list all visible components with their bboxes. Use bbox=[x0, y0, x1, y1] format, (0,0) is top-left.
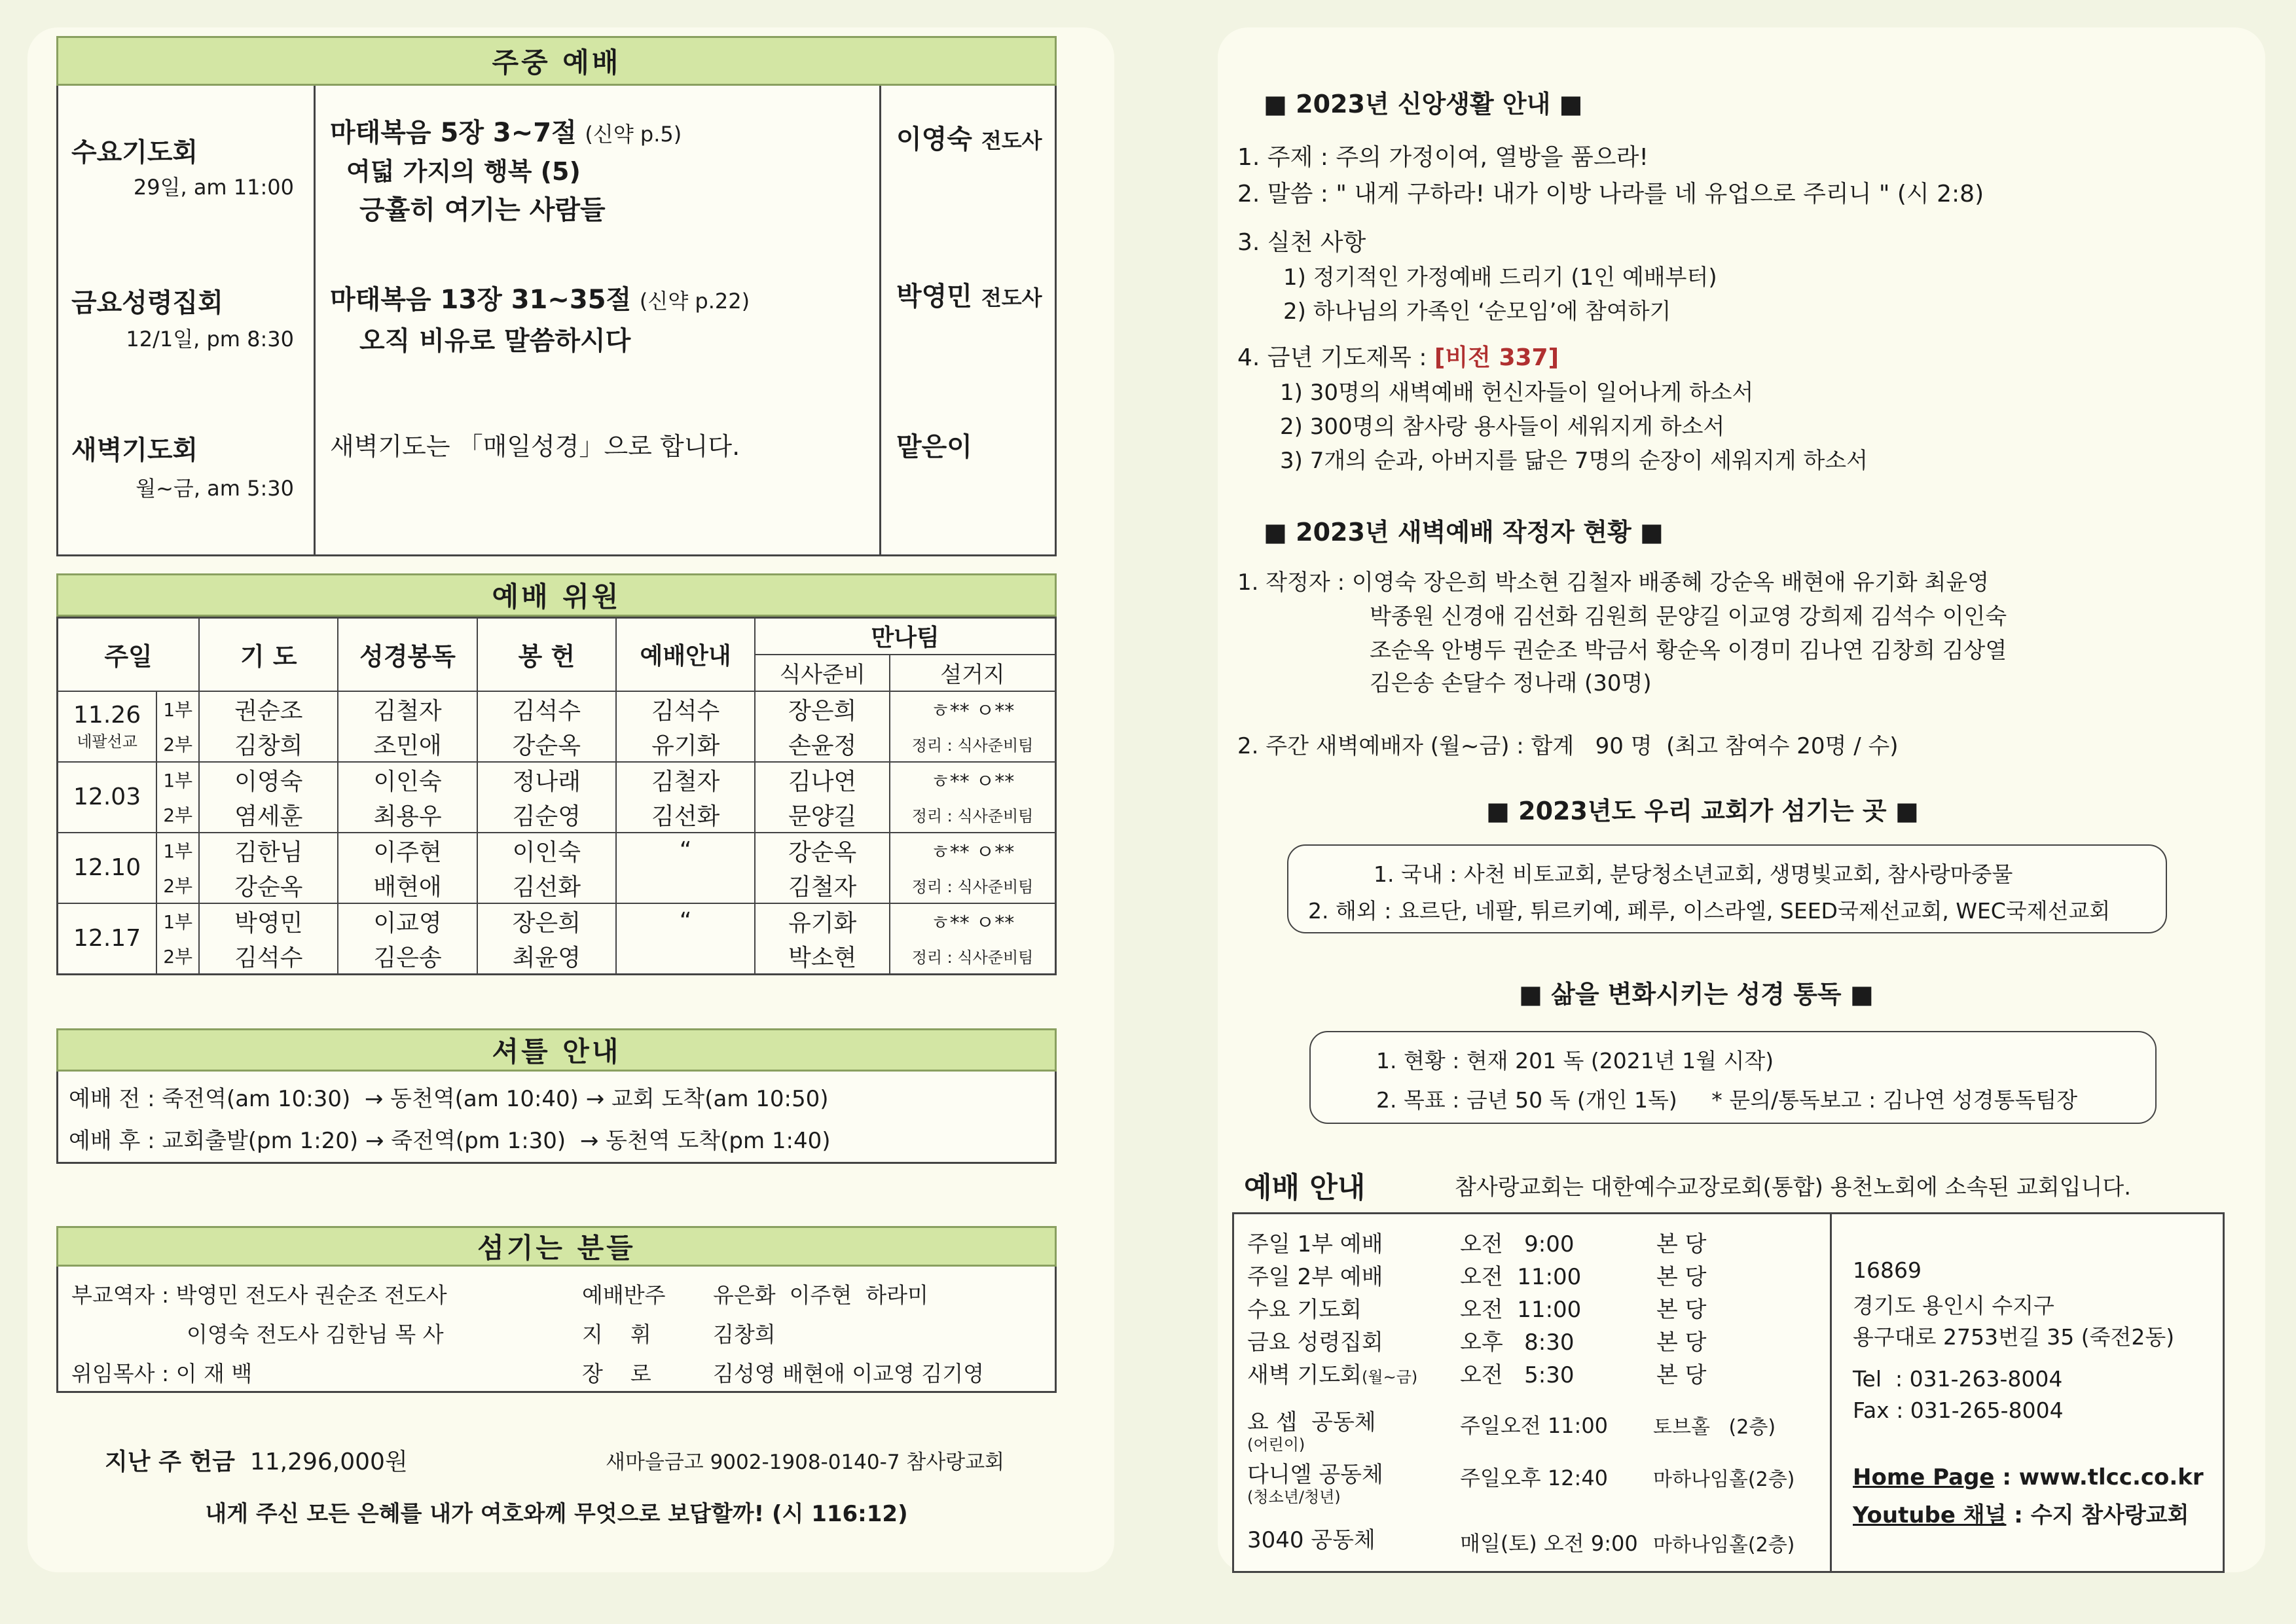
cell-dishes: ㅎ** ㅇ** bbox=[890, 691, 1055, 727]
faith-prayer-3: 3) 7개의 순과, 아버지를 닮은 7명의 순장이 세워지게 하소서 bbox=[1280, 448, 1868, 474]
committee-row-2 bbox=[58, 868, 1056, 903]
dawn-title: ■ 2023년 새벽예배 작정자 현황 ■ bbox=[1264, 518, 1664, 547]
faith-practice: 3. 실천 사항 bbox=[1237, 229, 1366, 256]
cell-reading: 배현애 bbox=[338, 868, 477, 903]
part-label: 1부 bbox=[156, 691, 199, 727]
worship-sermon-series: 여덟 가지의 행복 (5) bbox=[346, 157, 581, 186]
shuttle-after: 예배 후 : 교회출발(pm 1:20) → 죽전역(pm 1:30) → 동천역 도착(pm 1:40) bbox=[69, 1128, 831, 1154]
mission-overseas: 2. 해외 : 요르단, 네팔, 튀르키예, 페루, 이스라엘, SEED국제선교회, WEC국제선교회 bbox=[1308, 898, 2111, 924]
group-time: 주일오후 12:40 bbox=[1460, 1466, 1609, 1490]
committee-row-2 bbox=[58, 797, 1056, 833]
service-place: 본 당 bbox=[1656, 1297, 1707, 1323]
part-label: 1부 bbox=[156, 833, 199, 868]
service-time: 오전 11:00 bbox=[1460, 1297, 1582, 1323]
committee-row-2 bbox=[58, 939, 1056, 975]
group-sub: (청소년/청년) bbox=[1247, 1488, 1341, 1506]
bible-reading-box bbox=[1309, 1031, 2157, 1124]
servants-box bbox=[56, 1267, 1057, 1393]
service-time: 오전 5:30 bbox=[1460, 1362, 1575, 1388]
group-name: 다니엘 공동체 bbox=[1247, 1462, 1383, 1488]
faith-prayer: 4. 금년 기도제목 : [비전 337] bbox=[1237, 344, 1559, 371]
col-offering: 봉 헌 bbox=[477, 618, 616, 691]
cell-prep: 장은희 bbox=[755, 691, 890, 727]
date: 12.10 bbox=[73, 854, 141, 881]
part-label: 2부 bbox=[156, 868, 199, 903]
committee-row-2 bbox=[58, 727, 1056, 762]
cell-dishes: ㅎ** ㅇ** bbox=[890, 903, 1055, 939]
service-name-text: 수요 기도회 bbox=[1247, 1297, 1362, 1323]
date-note: 네팔선교 bbox=[77, 732, 137, 751]
address-1: 경기도 용인시 수지구 bbox=[1853, 1293, 2054, 1318]
col-prayer: 기 도 bbox=[199, 618, 338, 691]
col-meal-prep: 식사준비 bbox=[755, 655, 890, 691]
service-name-sub: (월~금) bbox=[1362, 1368, 1418, 1386]
service-name bbox=[1247, 1324, 1383, 1356]
col-sunday: 주일 bbox=[58, 618, 200, 691]
servants-senior-pastor: 위임목사 : 이 재 백 bbox=[71, 1361, 253, 1386]
group-place: 토브홀 (2층) bbox=[1653, 1416, 1776, 1439]
cell-dishes: ㅎ** ㅇ** bbox=[890, 762, 1055, 797]
faith-practice-1: 1) 정기적인 가정예배 드리기 (1인 예배부터) bbox=[1283, 264, 1717, 291]
group-name: 3040 공동체 bbox=[1247, 1527, 1376, 1553]
group-time: 매일(토) 오전 9:00 bbox=[1460, 1531, 1638, 1556]
dawn-list-3: 조순옥 안병두 권순조 박금서 황순옥 이경미 김나연 김창희 김상열 bbox=[1370, 638, 2007, 664]
cell-guide bbox=[616, 939, 755, 975]
worship-leader: 박영민 전도사 bbox=[896, 281, 1042, 312]
row-date bbox=[58, 691, 157, 762]
shuttle-box bbox=[56, 1072, 1057, 1164]
committee-row bbox=[58, 903, 1056, 939]
cell-prep: 유기화 bbox=[755, 903, 890, 939]
cell-dishes-note: 정리 : 식사준비팀 bbox=[890, 868, 1055, 903]
cell-dishes-note: 정리 : 식사준비팀 bbox=[890, 727, 1055, 762]
cell-prayer: 이영숙 bbox=[199, 762, 338, 797]
cell-offering: 김석수 bbox=[477, 691, 616, 727]
service-time: 오전 9:00 bbox=[1460, 1231, 1575, 1257]
service-place: 본 당 bbox=[1656, 1264, 1707, 1290]
faith-verse: 2. 말씀 : " 내게 구하라! 내가 이방 나라를 네 유업으로 주리니 " (시 2:8) bbox=[1237, 181, 1984, 208]
servants-pastors-2: 이영숙 전도사 김한님 목 사 bbox=[187, 1322, 444, 1347]
cell-prep: 문양길 bbox=[755, 797, 890, 833]
cell-prayer: 김석수 bbox=[199, 939, 338, 975]
last-week-offering: 지난 주 헌금 11,296,000원 bbox=[105, 1449, 408, 1475]
worship-name: 금요성령집회 bbox=[71, 288, 223, 318]
service-guide-desc: 참사랑교회는 대한예수교장로회(통합) 용천노회에 소속된 교회입니다. bbox=[1455, 1174, 2132, 1200]
cell-reading: 조민애 bbox=[338, 727, 477, 762]
worship-sermon-title: 오직 비유로 말씀하시다 bbox=[359, 326, 631, 356]
part-label: 2부 bbox=[156, 939, 199, 975]
cell-prayer: 권순조 bbox=[199, 691, 338, 727]
servants-pastors: 부교역자 : 박영민 전도사 권순조 전도사 bbox=[71, 1282, 447, 1308]
worship-name: 수요기도회 bbox=[71, 137, 198, 168]
cell-reading: 김은송 bbox=[338, 939, 477, 975]
cell-guide: “ bbox=[616, 833, 755, 868]
service-place: 본 당 bbox=[1656, 1329, 1707, 1356]
cell-prayer: 박영민 bbox=[199, 903, 338, 939]
committee-title: 예배 위원 bbox=[56, 573, 1057, 617]
servants-conductor-label: 지 휘 bbox=[582, 1322, 651, 1347]
worship-sermon-title: 긍휼히 여기는 사람들 bbox=[359, 195, 606, 225]
col-manna-team: 만나팀 bbox=[755, 618, 1055, 655]
cell-prayer: 김창희 bbox=[199, 727, 338, 762]
worship-passage: 마태복음 5장 3~7절 (신약 p.5) bbox=[330, 118, 682, 148]
service-name bbox=[1247, 1291, 1362, 1324]
service-time: 오후 8:30 bbox=[1460, 1329, 1575, 1356]
servants-title: 섬기는 분들 bbox=[56, 1226, 1057, 1267]
cell-prep: 손윤정 bbox=[755, 727, 890, 762]
servants-elders: 김성영 배현애 이교영 김기영 bbox=[713, 1361, 985, 1386]
group-sub: (어린이) bbox=[1247, 1435, 1305, 1454]
worship-passage: 마태복음 13장 31~35절 (신약 p.22) bbox=[330, 285, 750, 315]
cell-guide: “ bbox=[616, 903, 755, 939]
cell-reading: 김철자 bbox=[338, 691, 477, 727]
date: 11.26 bbox=[73, 701, 141, 729]
service-name-text: 주일 1부 예배 bbox=[1247, 1231, 1383, 1257]
weekday-worship-section bbox=[56, 36, 1057, 556]
bible-reading-status: 1. 현황 : 현재 201 독 (2021년 1월 시작) bbox=[1376, 1048, 1774, 1074]
worship-time: 12/1일, pm 8:30 bbox=[126, 327, 294, 352]
faith-prayer-1: 1) 30명의 새벽예배 헌신자들이 일어나게 하소서 bbox=[1280, 380, 1754, 406]
cell-prayer: 김한님 bbox=[199, 833, 338, 868]
service-guide-box bbox=[1232, 1212, 2225, 1573]
youtube-link[interactable]: Youtube 채널 : 수지 참사랑교회 bbox=[1853, 1502, 2189, 1528]
cell-offering: 김선화 bbox=[477, 868, 616, 903]
cell-prep: 김나연 bbox=[755, 762, 890, 797]
committee-table bbox=[56, 617, 1057, 975]
part-label: 2부 bbox=[156, 797, 199, 833]
service-times bbox=[1234, 1214, 1830, 1571]
service-name-text: 금요 성령집회 bbox=[1247, 1329, 1383, 1356]
group-place: 마하나임홀(2층) bbox=[1653, 1468, 1795, 1491]
cell-offering: 이인숙 bbox=[477, 833, 616, 868]
zip-code: 16869 bbox=[1853, 1257, 1922, 1283]
servants-accompanist-label: 예배반주 bbox=[582, 1282, 666, 1308]
faith-prayer-2: 2) 300명의 참사랑 용사들이 세워지게 하소서 bbox=[1280, 414, 1725, 440]
cell-prep: 강순옥 bbox=[755, 833, 890, 868]
col-reading: 성경봉독 bbox=[338, 618, 477, 691]
service-name-text: 새벽 기도회 bbox=[1247, 1362, 1362, 1388]
committee-row bbox=[58, 691, 1056, 727]
dawn-list-4: 김은송 손달수 정나래 (30명) bbox=[1370, 670, 1652, 696]
cell-guide: 김석수 bbox=[616, 691, 755, 727]
cell-reading: 이인숙 bbox=[338, 762, 477, 797]
worship-name: 새벽기도회 bbox=[71, 435, 198, 465]
cell-guide: 유기화 bbox=[616, 727, 755, 762]
homepage-link[interactable]: Home Page : www.tlcc.co.kr bbox=[1853, 1464, 2204, 1490]
cell-offering: 장은희 bbox=[477, 903, 616, 939]
dawn-list: 1. 작정자 : 이영숙 장은희 박소현 김철자 배종혜 강순옥 배현애 유기화 최윤영 bbox=[1237, 569, 1990, 596]
bible-verse: 내게 주신 모든 은혜를 내가 여호와께 무엇으로 보답할까! (시 116:12) bbox=[205, 1501, 908, 1527]
service-name bbox=[1247, 1357, 1417, 1389]
servants-conductor: 김창희 bbox=[713, 1322, 776, 1347]
cell-prayer: 염세훈 bbox=[199, 797, 338, 833]
worship-time: 월~금, am 5:30 bbox=[136, 476, 294, 501]
col-dishes: 설거지 bbox=[890, 655, 1055, 691]
service-place: 본 당 bbox=[1656, 1231, 1707, 1257]
weekday-worship-box bbox=[56, 86, 1057, 556]
group-time: 주일오전 11:00 bbox=[1460, 1413, 1609, 1438]
cell-dishes-note: 정리 : 식사준비팀 bbox=[890, 939, 1055, 975]
service-name bbox=[1247, 1226, 1383, 1258]
row-date bbox=[58, 762, 157, 833]
cell-reading: 최용우 bbox=[338, 797, 477, 833]
cell-guide bbox=[616, 868, 755, 903]
cell-guide: 김철자 bbox=[616, 762, 755, 797]
servants-elders-label: 장 로 bbox=[582, 1361, 651, 1386]
service-name-text: 주일 2부 예배 bbox=[1247, 1264, 1383, 1290]
cell-prayer: 강순옥 bbox=[199, 868, 338, 903]
date: 12.17 bbox=[73, 925, 141, 952]
mission-box bbox=[1287, 844, 2167, 933]
service-guide-title: 예배 안내 bbox=[1244, 1171, 1366, 1204]
col-guide: 예배안내 bbox=[616, 618, 755, 691]
weekday-worship-title: 주중 예배 bbox=[56, 36, 1057, 86]
committee-section bbox=[56, 573, 1057, 975]
shuttle-title: 셔틀 안내 bbox=[56, 1028, 1057, 1072]
bible-reading-title: ■ 삶을 변화시키는 성경 통독 ■ bbox=[1519, 980, 1874, 1009]
group-name: 요 셉 공동체 bbox=[1247, 1409, 1376, 1435]
part-label: 1부 bbox=[156, 762, 199, 797]
cell-reading: 이주현 bbox=[338, 833, 477, 868]
worship-time: 29일, am 11:00 bbox=[133, 175, 294, 200]
service-name bbox=[1247, 1259, 1383, 1291]
servants-accompanist: 유은화 이주현 하라미 bbox=[713, 1282, 928, 1308]
cell-prep: 박소현 bbox=[755, 939, 890, 975]
part-label: 2부 bbox=[156, 727, 199, 762]
cell-guide: 김선화 bbox=[616, 797, 755, 833]
committee-row bbox=[58, 833, 1056, 868]
telephone: Tel : 031-263-8004 bbox=[1853, 1366, 2063, 1392]
shuttle-before: 예배 전 : 죽전역(am 10:30) → 동천역(am 10:40) → 교회 도착(am 10:50) bbox=[69, 1086, 829, 1112]
cell-offering: 정나래 bbox=[477, 762, 616, 797]
cell-prep: 김철자 bbox=[755, 868, 890, 903]
date: 12.03 bbox=[73, 784, 141, 810]
worship-leader: 이영숙 전도사 bbox=[896, 124, 1042, 154]
service-place: 본 당 bbox=[1656, 1362, 1707, 1388]
cell-reading: 이교영 bbox=[338, 903, 477, 939]
cell-dishes: ㅎ** ㅇ** bbox=[890, 833, 1055, 868]
service-time: 오전 11:00 bbox=[1460, 1264, 1582, 1290]
row-date bbox=[58, 833, 157, 903]
cell-offering: 강순옥 bbox=[477, 727, 616, 762]
offering-account: 새마을금고 9002-1908-0140-7 참사랑교회 bbox=[606, 1451, 1005, 1474]
faith-title: ■ 2023년 신앙생활 안내 ■ bbox=[1264, 90, 1583, 118]
committee-row bbox=[58, 762, 1056, 797]
mission-title: ■ 2023년도 우리 교회가 섬기는 곳 ■ bbox=[1486, 797, 1919, 825]
faith-practice-2: 2) 하나님의 가족인 ‘순모임’에 참여하기 bbox=[1283, 298, 1671, 325]
dawn-weekly: 2. 주간 새벽예배자 (월~금) : 합계 90 명 (최고 참여수 20명 / 수) bbox=[1237, 733, 1899, 759]
cell-offering: 최윤영 bbox=[477, 939, 616, 975]
address-2: 용구대로 2753번길 35 (죽전2동) bbox=[1853, 1324, 2175, 1350]
shuttle-section bbox=[56, 1028, 1057, 1164]
worship-leader: 맡은이 bbox=[896, 432, 972, 462]
cell-offering: 김순영 bbox=[477, 797, 616, 833]
row-date bbox=[58, 903, 157, 975]
group-place: 마하나임홀(2층) bbox=[1653, 1534, 1795, 1557]
servants-section bbox=[56, 1226, 1057, 1393]
bible-reading-goal: 2. 목표 : 금년 50 독 (개인 1독) * 문의/통독보고 : 김나연 성경통독팀장 bbox=[1376, 1087, 2078, 1113]
cell-dishes-note: 정리 : 식사준비팀 bbox=[890, 797, 1055, 833]
dawn-list-2: 박종원 신경애 김선화 김원희 문양길 이교영 강희제 김석수 이인숙 bbox=[1370, 604, 2007, 630]
fax: Fax : 031-265-8004 bbox=[1853, 1398, 2064, 1423]
part-label: 1부 bbox=[156, 903, 199, 939]
faith-theme: 1. 주제 : 주의 가정이여, 열방을 품으라! bbox=[1237, 144, 1649, 171]
mission-domestic: 1. 국내 : 사천 비토교회, 분당청소년교회, 생명빛교회, 참사랑마중물 bbox=[1374, 861, 2013, 887]
worship-passage: 새벽기도는 「매일성경」으로 합니다. bbox=[330, 432, 740, 461]
